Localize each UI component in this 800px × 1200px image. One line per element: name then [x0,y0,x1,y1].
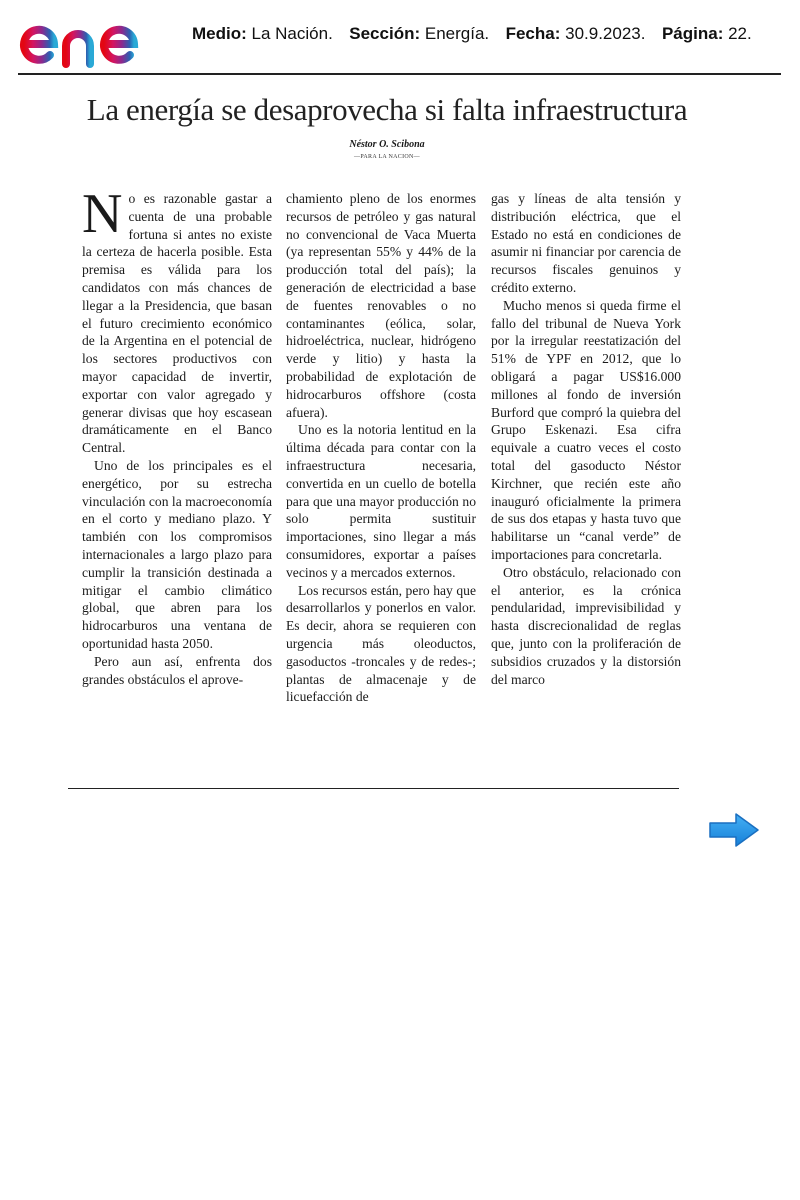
pagina-value: 22. [728,24,752,43]
seccion-value: Energía. [424,24,490,43]
arrow-right-icon[interactable] [708,812,760,848]
article-end-divider [68,788,679,789]
paragraph: Los recursos están, pero hay que desarrollarlos y ponerlos en valor. Es decir, ahora se requieren con urgencia más oleoductos, gasoductos -troncales y de redes-; plantas de almacenaje y de licuefacción de [286,582,476,705]
header-divider [18,73,781,75]
paragraph: Uno de los principales es el energético, por su estrecha vinculación con la macroeconomía en el corto y mediano plazo. Y también con los compromisos internacionales a largo plazo para cumplir la transición destinada a mitigar el cambio climático global, que abren para los hidrocarburos una ventana de oportunidad hasta 2050. [82,457,272,651]
paragraph: No es razonable gastar a cuenta de una probable fortuna si antes no existe la certeza de hacerla posible. Esta premisa es válida para los candidatos con más chances de llegar a la Presidencia, que basan el futuro crecimiento económico de la Argentina en el potencial de los sectores productivos con mayor capacidad de invertir, exportar con valor agregado y generar divisas que hoy escasean dramáticamente en el Banco Central. [82,183,272,456]
paragraph: Pero aun así, enfrenta dos grandes obstáculos el aprove- [82,653,272,687]
seccion-label: Sección: [349,24,421,43]
article-column-1 [82,183,272,688]
paragraph: Otro obstáculo, relacionado con el anterior, es la crónica pendularidad, imprevisibilidad y hasta discrecionalidad de reglas que, junto con la proliferación de subsidios cruzados y la distorsión del marco [491,564,681,687]
fecha-label: Fecha: [505,24,561,43]
article-column-2 [286,190,476,706]
article-column-3 [491,190,681,688]
paragraph: gas y líneas de alta tensión y distribución eléctrica, que el Estado no está en condiciones de asumir ni financiar por carencia de recursos fiscales genuinos y crédito externo. [491,191,681,295]
dropcap: N [82,183,123,245]
medio-label: Medio: [192,24,247,43]
enel-logo [18,6,180,68]
paragraph: Uno es la notoria lentitud en la última década para contar con la infraestructura necesaria, convertida en un cuello de botella para que una mayor producción no solo permita sustituir importaciones, sino llegar a más consumidores, exportar a países vecinos y a mercados externos. [286,422,476,580]
medio-value: La Nación. [251,24,333,43]
author-note: —PARA LA NACION— [354,154,420,160]
fecha-value: 30.9.2023. [565,24,646,43]
source-metadata [192,24,752,44]
paragraph: Mucho menos si queda firme el fallo del tribunal de Nueva York por la irregular reestatización del 51% de YPF en 2012, que lo obligará a pagar US$16.000 millones al fondo de inversión Burford que compró la quiebra del Grupo Eskenazi. Esa cifra equivale a cuatro veces el costo total del gasoducto Néstor Kirchner, que recién este año inauguró oficialmente la primera de sus dos etapas y hasta tuvo que habilitarse un “canal verde” de importaciones para concretarla. [491,297,681,562]
article-headline: La energía se desaprovecha si falta infraestructura [86,92,688,127]
article-author: Néstor O. Scibona [349,139,425,150]
paragraph: chamiento pleno de los enormes recursos de petróleo y gas natural no convencional de Vaca Muerta (ya representan 55% y 44% de la producción total del país); la generación de electricidad a base de fuentes renovables o no contaminantes (eólica, solar, hidroeléctrica, nuclear, hidrógeno verde y litio) y hasta la probabilidad de explotación de hidrocarburos offshore (costa afuera). [286,191,476,420]
pagina-label: Página: [661,24,724,43]
